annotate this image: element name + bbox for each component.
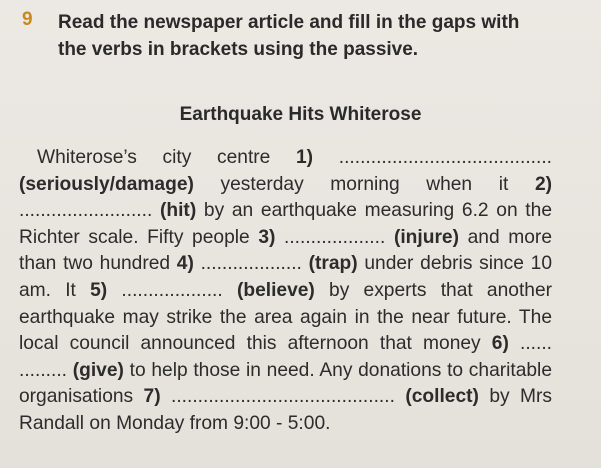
text-segment: by Mrs Randall on Monday from 9:00 - 5:00. bbox=[19, 386, 552, 434]
instruction-line-1: Read the newspaper article and fill in the gaps with bbox=[58, 12, 520, 33]
article-title: Earthquake Hits Whiterose bbox=[179, 104, 422, 125]
verb-hint-4: (trap) bbox=[308, 253, 358, 275]
gap-2-blank[interactable]: ......................... bbox=[19, 200, 153, 222]
gap-1-blank[interactable]: ........................................ bbox=[313, 147, 552, 168]
verb-hint-7: (collect) bbox=[405, 386, 479, 408]
gap-5-blank[interactable]: ................... bbox=[107, 279, 223, 301]
text-segment: and more than two hundred bbox=[19, 226, 552, 275]
instruction-line-2: the verbs in brackets using the passive. bbox=[58, 39, 419, 60]
verb-hint-3: (injure) bbox=[393, 226, 459, 248]
verb-hint-6: (give) bbox=[72, 359, 124, 381]
gap-4-blank[interactable]: ................... bbox=[193, 253, 302, 275]
verb-hint-2: (hit) bbox=[159, 200, 197, 222]
gap-1-number: 1) bbox=[296, 147, 314, 168]
exercise-number: 9 bbox=[22, 9, 33, 30]
gap-7-blank[interactable]: .......................................... bbox=[160, 386, 395, 408]
text-segment: Whiterose’s city centre bbox=[37, 147, 297, 168]
text-segment: by an earthquake measuring 6.2 on the Richter scale. Fifty people bbox=[19, 200, 552, 248]
text-segment: by experts that another earthquake may strike the area again in the near future. The local council announced this afternoon that money bbox=[19, 279, 553, 355]
article-body bbox=[19, 145, 552, 438]
gap-6-blank[interactable]: ...... ......... bbox=[19, 333, 553, 381]
exercise-instruction bbox=[58, 9, 583, 63]
gap-3-number: 3) bbox=[258, 226, 276, 248]
gap-6-number: 6) bbox=[491, 333, 509, 355]
gap-3-blank[interactable]: ................... bbox=[275, 226, 386, 248]
gap-4-number: 4) bbox=[176, 253, 194, 275]
text-segment: to help those in need. Any donations to charitable organisations bbox=[19, 359, 552, 408]
verb-hint-5: (believe) bbox=[236, 279, 315, 301]
text-segment: under debris since 10 am. It bbox=[19, 253, 552, 301]
gap-2-number: 2) bbox=[534, 173, 552, 195]
verb-hint-1: (seriously/damage) bbox=[19, 173, 194, 195]
gap-7-number: 7) bbox=[143, 386, 161, 408]
gap-5-number: 5) bbox=[90, 279, 108, 301]
text-segment: yesterday morning when it bbox=[193, 173, 535, 195]
